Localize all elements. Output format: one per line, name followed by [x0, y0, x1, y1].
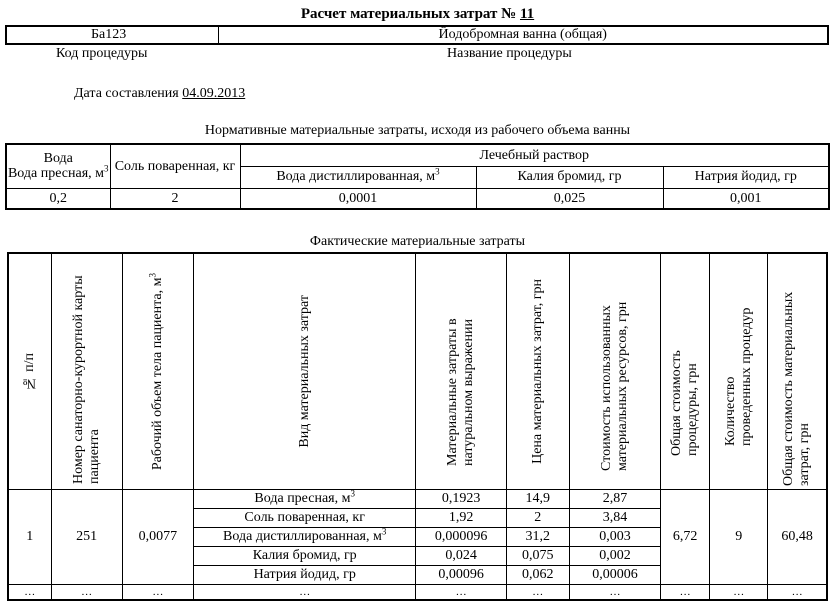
item-qty: 0,000096	[416, 527, 506, 546]
item-cost: 0,00006	[569, 565, 660, 584]
item-name: Соль поваренная, кг	[193, 508, 416, 527]
col-header-cost: Стоимость использованных материальных ресурсов, грн	[569, 253, 660, 489]
normative-value: 0,025	[476, 188, 663, 209]
normative-caption: Нормативные материальные затраты, исходя из рабочего объема ванны	[204, 123, 631, 138]
item-name: Вода пресная, $м^3$	[193, 489, 416, 508]
actual-table	[7, 252, 828, 601]
actual-caption: Фактические материальные затраты	[309, 234, 526, 249]
item-qty: 0,1923	[416, 489, 506, 508]
row-count: 9	[710, 489, 768, 584]
col-header-qty: Материальные затраты в натуральном выражении	[416, 253, 506, 489]
item-price: 0,075	[506, 546, 569, 565]
item-price: 14,9	[506, 489, 569, 508]
item-cost: 0,002	[569, 546, 660, 565]
item-price: 2	[506, 508, 569, 527]
col-header-volume: Рабочий объем тела пациента, $м^3$	[122, 253, 193, 489]
ellipsis-cell: …	[51, 584, 122, 600]
col-header-count: Количество проведенных процедур	[710, 253, 768, 489]
procedure-table	[5, 25, 829, 45]
normative-value: 0,2	[6, 188, 110, 209]
col-header-overall: Общая стоимость материальных затрат, грн	[768, 253, 827, 489]
ellipsis-cell: …	[710, 584, 768, 600]
col-header-card: Номер санаторно-курортной карты пациента	[51, 253, 122, 489]
ellipsis-cell: …	[193, 584, 416, 600]
item-name: Вода дистиллированная, $м^3$	[193, 527, 416, 546]
ellipsis-cell: …	[8, 584, 51, 600]
normative-table	[5, 143, 830, 210]
date-line	[74, 86, 245, 102]
ellipsis-cell: …	[661, 584, 710, 600]
header-salt: Соль поваренная, кг	[110, 144, 240, 188]
ellipsis-cell: …	[122, 584, 193, 600]
item-price: 0,062	[506, 565, 569, 584]
procedure-name: Йодобромная ванна (общая)	[218, 26, 828, 44]
row-total-cost: 6,72	[661, 489, 710, 584]
item-cost: 0,003	[569, 527, 660, 546]
col-header-num: № п/п	[8, 253, 51, 489]
ellipsis-cell: …	[569, 584, 660, 600]
item-qty: 0,00096	[416, 565, 506, 584]
ellipsis-cell: …	[416, 584, 506, 600]
row-card: 251	[51, 489, 122, 584]
header-nai: Натрия йодид, гр	[663, 166, 829, 188]
row-num: 1	[8, 489, 51, 584]
item-cost: 3,84	[569, 508, 660, 527]
header-water-dist: Вода дистиллированная, $м^3$	[240, 166, 476, 188]
procedure-code-label: Код процедуры	[56, 46, 148, 61]
header-kbr: Калия бромид, гр	[476, 166, 663, 188]
procedure-name-label: Название процедуры	[447, 46, 572, 61]
header-solution: Лечебный раствор	[240, 144, 829, 166]
title-number: 11	[519, 6, 535, 22]
normative-value: 0,0001	[240, 188, 476, 209]
item-qty: 0,024	[416, 546, 506, 565]
item-qty: 1,92	[416, 508, 506, 527]
item-cost: 2,87	[569, 489, 660, 508]
document-title	[0, 6, 835, 23]
ellipsis-row	[8, 584, 827, 600]
procedure-code: Ба123	[6, 26, 218, 44]
row-overall: 60,48	[768, 489, 827, 584]
date-label: Дата составления	[74, 86, 179, 101]
normative-value: 0,001	[663, 188, 829, 209]
col-header-type: Вид материальных затрат	[193, 253, 416, 489]
col-header-total: Общая стоимость процедуры, грн	[661, 253, 710, 489]
col-header-price: Цена материальных затрат, грн	[506, 253, 569, 489]
item-name: Калия бромид, гр	[193, 546, 416, 565]
item-price: 31,2	[506, 527, 569, 546]
title-text: Расчет материальных затрат №	[300, 6, 517, 22]
normative-value: 2	[110, 188, 240, 209]
ellipsis-cell: …	[768, 584, 827, 600]
item-name: Натрия йодид, гр	[193, 565, 416, 584]
ellipsis-cell: …	[506, 584, 569, 600]
date-value: 04.09.2013	[182, 86, 246, 101]
row-volume: 0,0077	[122, 489, 193, 584]
header-water-fresh: Вода Вода пресная, $м^3$	[6, 144, 110, 188]
